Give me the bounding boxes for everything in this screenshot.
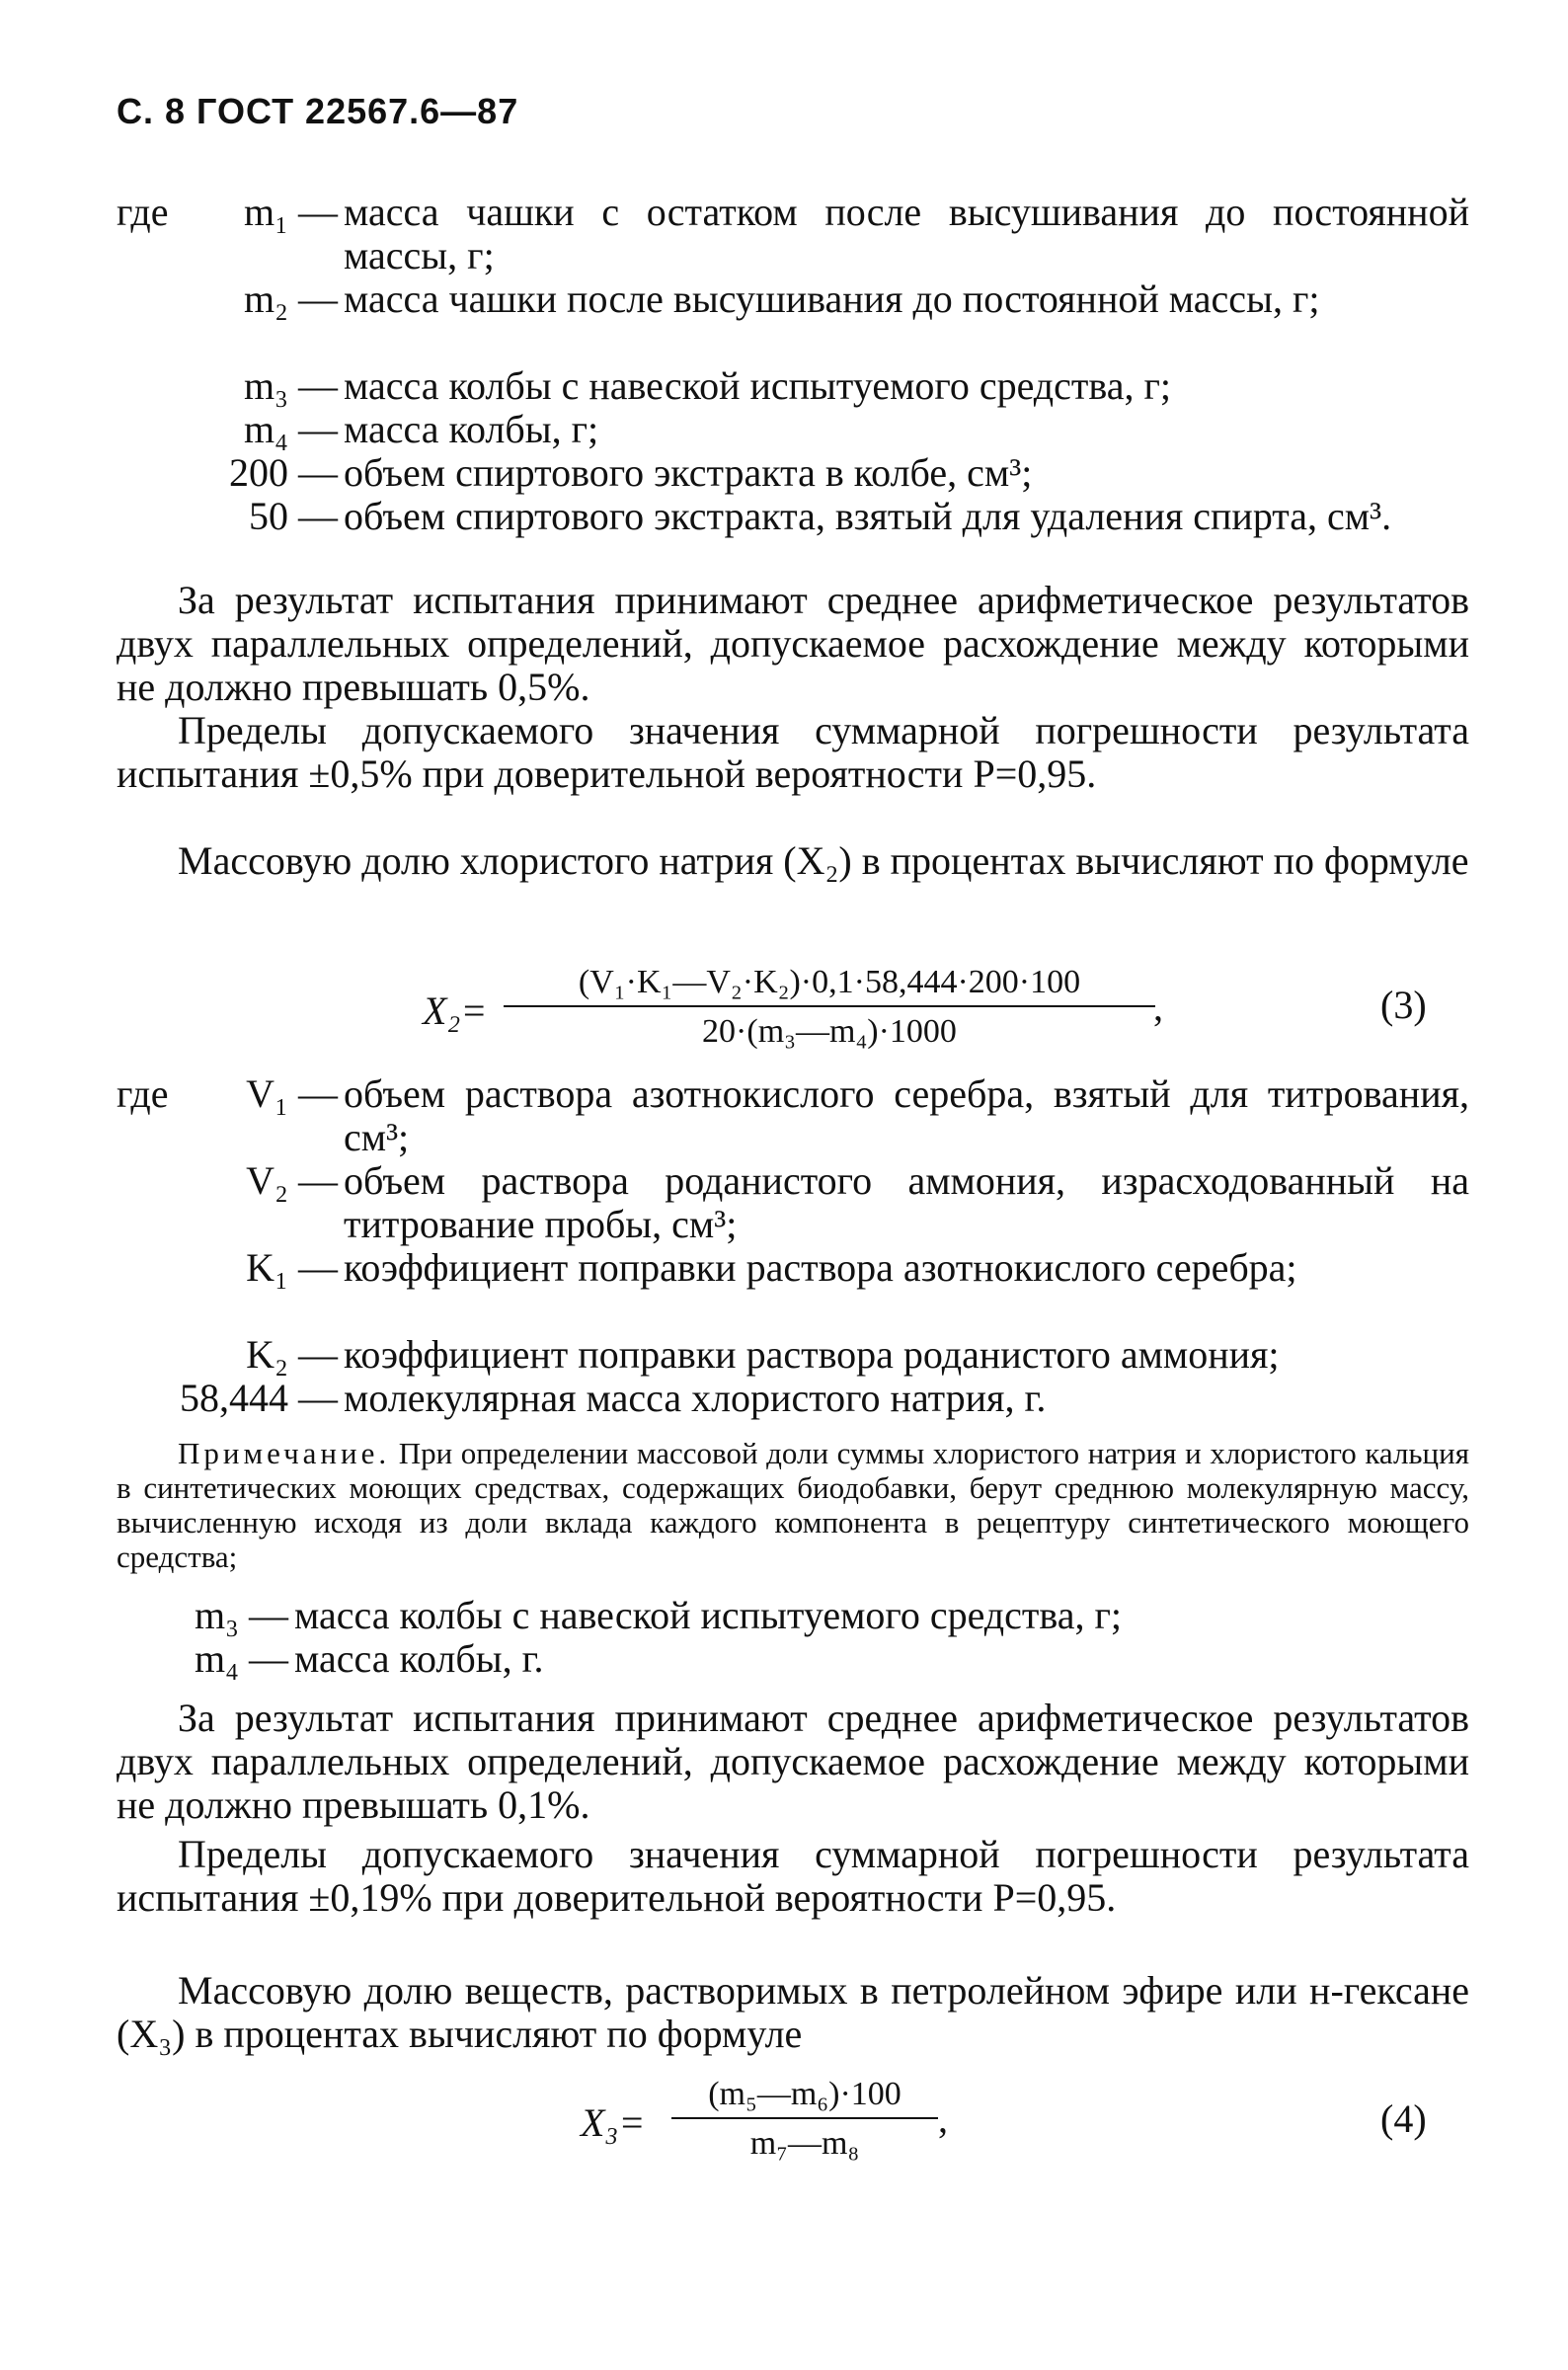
formula-trail: , [938,2096,948,2141]
definition-text: объем раствора роданистого аммония, израсходованный на титрование пробы, см³; [344,1158,1469,1246]
definition-symbol: K₁ — [246,1245,338,1290]
definition-text: коэффициент поправки раствора азотнокислого серебра; [344,1245,1297,1290]
definition-symbol: m₂ — [243,276,338,321]
note [117,1436,1469,1574]
paragraph-formula3-intro: Массовую долю хлористого натрия (X₂) в процентах вычисляют по формуле [178,838,1469,883]
definitions-intro: где [117,1071,169,1116]
formula-lhs: X₂= [423,988,488,1033]
definition-symbol: 50 — [249,494,338,538]
paragraph-result-1: За результат испытания принимают среднее арифметическое результатов двух параллельных определений, допускаемое расхождение между которыми не должно превышать 0,5%. [117,578,1469,709]
definition-text: молекулярная масса хлористого натрия, г. [344,1376,1047,1420]
definition-symbol: K₂ — [246,1332,338,1377]
definition-text: масса колбы, г; [344,407,599,451]
equation-number: (4) [1380,2096,1427,2141]
paragraph-formula4-intro: Массовую долю веществ, растворимых в петролейном эфире или н-гексане (X₃) в процентах вычисляют по формуле [117,1968,1469,2056]
definition-symbol: V₁ — [246,1071,338,1116]
paragraph-error-2: Пределы допускаемого значения суммарной погрешности результата испытания ±0,19% при доверительной вероятности P=0,95. [117,1832,1469,1920]
definition-symbol: m₄ — [194,1636,288,1681]
equation-number: (3) [1380,983,1427,1027]
paragraph-result-2: За результат испытания принимают среднее арифметическое результатов двух параллельных определений, допускаемое расхождение между которыми не должно превышать 0,1%. [117,1696,1469,1827]
page-header: С. 8 ГОСТ 22567.6—87 [117,91,519,131]
definition-text: объем раствора азотнокислого серебра, взятый для титрования, см³; [344,1071,1469,1159]
formula-denominator: 20·(m₃—m₄)·1000 [702,1013,957,1050]
paragraph-error-1: Пределы допускаемого значения суммарной погрешности результата испытания ±0,5% при доверительной вероятности P=0,95. [117,708,1469,796]
formula-lhs: X₃= [581,2100,646,2145]
definition-text: объем спиртового экстракта, взятый для удаления спирта, см³. [344,494,1392,538]
definition-text: масса чашки с остатком после высушивания до постоянной массы, г; [344,190,1469,277]
note-text: При определении массовой доли суммы хлористого натрия и хлористого кальция в синтетических моющих средствах, содержащих биодобавки, берут среднюю молекулярную массу, вычисленную исходя из доли вклада каждого компонента в рецептуру синтетического моющего средства; [117,1436,1469,1574]
fraction-bar [504,1005,1155,1007]
note-label: Примечание. [178,1436,391,1470]
formula-denominator: m₇—m₈ [749,2125,860,2162]
definition-text: масса колбы, г. [294,1636,544,1681]
definition-symbol: 200 — [229,450,338,495]
definition-symbol: 58,444 — [180,1376,338,1420]
definition-text: коэффициент поправки раствора роданистого аммония; [344,1332,1280,1377]
definition-symbol: m₁ — [243,190,338,234]
fraction-bar [671,2117,938,2119]
definitions-intro: где [117,190,169,234]
definition-symbol: m₃ — [194,1593,288,1637]
definition-text: масса колбы с навеской испытуемого средства, г; [294,1593,1123,1637]
definition-text: масса колбы с навеской испытуемого средства, г; [344,363,1172,408]
definition-symbol: m₄ — [243,407,338,451]
formula-numerator: (m₅—m₆)·100 [708,2076,902,2112]
definition-symbol: m₃ — [243,363,338,408]
definition-text: масса чашки после высушивания до постоянной массы, г; [344,276,1320,321]
formula-trail: , [1153,985,1163,1029]
definition-text: объем спиртового экстракта в колбе, см³; [344,450,1033,495]
formula-numerator: (V₁·K₁—V₂·K₂)·0,1·58,444·200·100 [578,964,1081,1000]
definition-symbol: V₂ — [246,1158,338,1203]
